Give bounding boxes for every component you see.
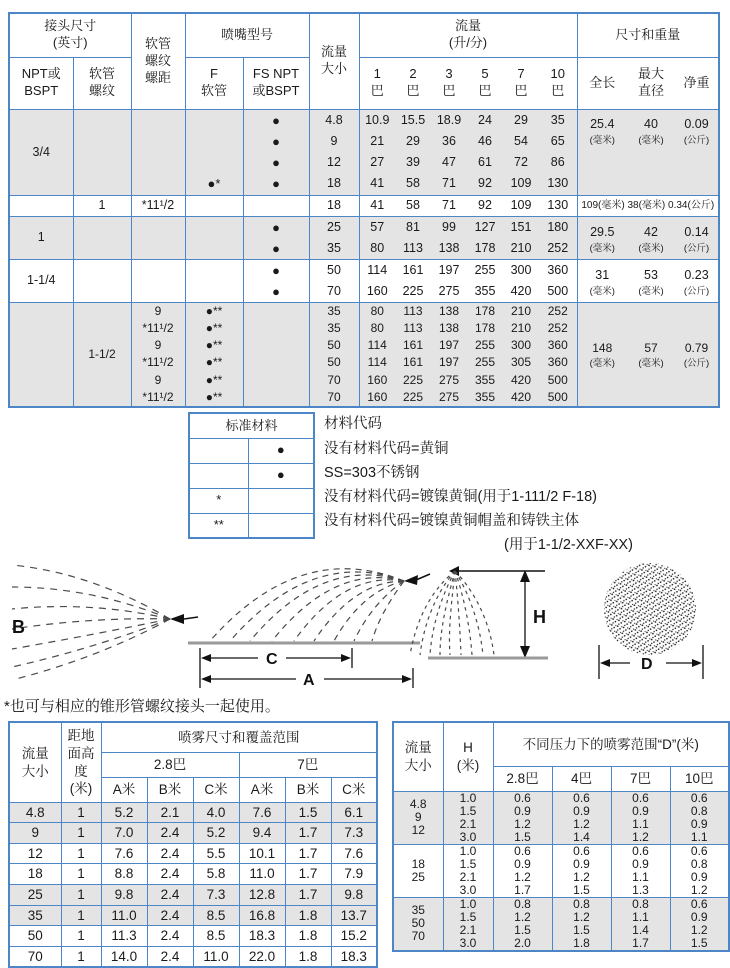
data-cell: 255 355	[467, 259, 503, 302]
header-cell: 7巴	[611, 766, 670, 791]
data-cell: 57 (毫米)	[627, 302, 675, 407]
data-cell: 148 (毫米)	[577, 302, 627, 407]
data-cell: 2.4	[147, 823, 193, 844]
header-cell: A米	[239, 777, 285, 802]
data-cell: 113 113 161 161 225 225	[395, 302, 431, 407]
header-standard-material: 标准材料	[189, 413, 314, 438]
data-cell: 53 (毫米)	[627, 259, 675, 302]
data-cell: ●*	[185, 109, 243, 195]
data-cell: 1.7	[285, 885, 331, 906]
data-cell: 50	[9, 926, 61, 947]
data-cell: 92	[467, 195, 503, 216]
data-cell: 14.0	[101, 946, 147, 967]
spray-coverage-table	[8, 721, 378, 968]
legend-line: SS=303不锈钢	[324, 465, 420, 482]
data-cell: 1	[61, 864, 101, 885]
data-cell: 24 46 61 92	[467, 109, 503, 195]
header-cell: 10 巴	[539, 57, 577, 109]
data-cell: 109(毫米) 38(毫米) 0.34(公斤)	[577, 195, 719, 216]
data-cell: 10.1	[239, 843, 285, 864]
data-cell: 80 80 114 114 160 160	[359, 302, 395, 407]
data-cell: 35 35 50 50 70 70	[309, 302, 359, 407]
header-height-above-ground: 距地 面高 度 (米)	[61, 722, 101, 802]
data-cell: 178 178 255 255 355 355	[467, 302, 503, 407]
data-cell: 300 420	[503, 259, 539, 302]
data-cell: 12.8	[239, 885, 285, 906]
label-c: C	[266, 651, 278, 669]
data-cell: 1-1/4	[9, 259, 73, 302]
data-cell: 7.6	[101, 843, 147, 864]
data-cell	[248, 488, 314, 513]
data-cell: *11¹/2	[131, 195, 185, 216]
data-cell: 0.8 1.2 1.5 2.0	[493, 897, 552, 951]
data-cell	[131, 109, 185, 195]
data-cell: 29 54 72 109	[503, 109, 539, 195]
header-hose-thread: 软管 螺纹	[73, 57, 131, 109]
data-cell: 1	[61, 885, 101, 906]
data-cell: 2.4	[147, 885, 193, 906]
spray-circle-figure	[599, 563, 703, 679]
data-cell: 114 160	[359, 259, 395, 302]
data-cell: 29.5 (毫米)	[577, 216, 627, 259]
data-cell: 0.09 (公斤)	[675, 109, 719, 195]
data-cell: 0.6 0.9 1.2 1.5	[670, 897, 729, 951]
data-cell: 1	[73, 195, 131, 216]
legend-line: 没有材料代码=黄铜	[324, 441, 449, 458]
data-cell: 4.0	[193, 802, 239, 823]
data-cell: 25.4 (毫米)	[577, 109, 627, 195]
data-cell	[73, 259, 131, 302]
data-cell: 5.2	[193, 823, 239, 844]
header-joint-size: 接头尺寸 (英寸)	[9, 13, 131, 57]
data-cell: 18 25	[393, 844, 443, 897]
arc-spray-figure	[188, 569, 430, 689]
data-cell: 127 178	[467, 216, 503, 259]
data-cell: 35 65 86 130	[539, 109, 577, 195]
data-cell: 16.8	[239, 905, 285, 926]
data-cell: 138 138 197 197 275 275	[431, 302, 467, 407]
data-cell: 15.5 29 39 58	[395, 109, 431, 195]
header-flow-size: 流量 大小	[309, 13, 359, 109]
data-cell: 4.8	[9, 802, 61, 823]
data-cell: 8.8	[101, 864, 147, 885]
data-cell: 2.4	[147, 926, 193, 947]
data-cell: 9 *11¹/2 9 *11¹/2 9 *11¹/2	[131, 302, 185, 407]
data-cell: 7.6	[239, 802, 285, 823]
data-cell: 99 138	[431, 216, 467, 259]
spec-sheet	[0, 12, 730, 968]
data-cell	[73, 109, 131, 195]
data-cell: 41	[359, 195, 395, 216]
data-cell	[131, 259, 185, 302]
double-asterisk: **	[189, 513, 248, 538]
data-cell: 9	[9, 823, 61, 844]
data-cell: 9.8	[331, 885, 377, 906]
data-cell	[185, 259, 243, 302]
data-cell: 18.3	[331, 946, 377, 967]
data-cell: 1	[61, 926, 101, 947]
data-cell: 1.8	[285, 905, 331, 926]
data-cell: 25 35	[309, 216, 359, 259]
header-cell: 2.8巴	[493, 766, 552, 791]
data-cell: 1	[61, 802, 101, 823]
data-cell: 1.7	[285, 823, 331, 844]
data-cell: 0.6 0.9 1.2 1.5	[552, 844, 611, 897]
data-cell: 7.9	[331, 864, 377, 885]
data-cell: 2.4	[147, 946, 193, 967]
materials-legend	[188, 412, 730, 557]
header-cell: 7 巴	[503, 57, 539, 109]
data-cell: 18.3	[239, 926, 285, 947]
single-asterisk: *	[189, 488, 248, 513]
header-hose-thread-pitch: 软管 螺纹 螺距	[131, 13, 185, 109]
header-cell: 4巴	[552, 766, 611, 791]
data-cell: 31 (毫米)	[577, 259, 627, 302]
header-flow-size: 流量 大小	[393, 722, 443, 791]
data-cell: 0.14 (公斤)	[675, 216, 719, 259]
data-cell: 7.3	[331, 823, 377, 844]
data-cell: 0.6 0.9 1.1 1.3	[611, 844, 670, 897]
data-cell: 180 252	[539, 216, 577, 259]
data-cell: 197 275	[431, 259, 467, 302]
data-cell: 4.8 9 12 18	[309, 109, 359, 195]
data-cell: 252 252 360 360 500 500	[539, 302, 577, 407]
header-cell: 5 巴	[467, 57, 503, 109]
data-cell: 1	[61, 905, 101, 926]
data-cell	[248, 513, 314, 538]
data-cell: 5.8	[193, 864, 239, 885]
data-cell: 57 80	[359, 216, 395, 259]
data-cell: 0.6 0.8 0.9 1.1	[670, 791, 729, 844]
nozzle-icon	[404, 575, 418, 585]
data-cell: 1	[61, 843, 101, 864]
data-cell: 161 225	[395, 259, 431, 302]
data-cell: 1.0 1.5 2.1 3.0	[443, 897, 493, 951]
data-cell: 6.1	[331, 802, 377, 823]
data-cell: 2.1	[147, 802, 193, 823]
header-full-length: 全长	[577, 57, 627, 109]
data-cell: 109	[503, 195, 539, 216]
header-cell: 1 巴	[359, 57, 395, 109]
legend-line: 没有材料代码=镀镍黄铜(用于1-111/2 F-18)	[324, 489, 597, 506]
data-cell: 13.7	[331, 905, 377, 926]
data-cell: 9.4	[239, 823, 285, 844]
header-max-diameter: 最大 直径	[627, 57, 675, 109]
data-cell	[131, 216, 185, 259]
material-codes-text	[324, 412, 633, 557]
header-flow-size: 流量 大小	[9, 722, 61, 802]
header-f-hose: F 软管	[185, 57, 243, 109]
label-a: A	[303, 672, 315, 690]
data-cell: 0.8 1.1 1.4 1.7	[611, 897, 670, 951]
header-cell: 3 巴	[431, 57, 467, 109]
header-nozzle-model: 喷嘴型号	[185, 13, 309, 57]
data-cell: 11.0	[193, 946, 239, 967]
data-cell: 0.6 0.9 1.2 1.4	[552, 791, 611, 844]
header-cell: 10巴	[670, 766, 729, 791]
data-cell: 0.23 (公斤)	[675, 259, 719, 302]
header-cell: 2 巴	[395, 57, 431, 109]
data-cell: 1-1/2	[73, 302, 131, 407]
header-cell: C米	[193, 777, 239, 802]
data-cell: 10.9 21 27 41	[359, 109, 395, 195]
header-spray-range-d: 不同压力下的喷雾范围“D”(米)	[493, 722, 729, 766]
data-cell: 1.7	[285, 864, 331, 885]
data-cell: 3/4	[9, 109, 73, 195]
data-cell: 18.9 36 47 71	[431, 109, 467, 195]
stipple-circle	[604, 563, 696, 655]
data-cell: 7.3	[193, 885, 239, 906]
data-cell: 81 113	[395, 216, 431, 259]
spray-pattern-diagrams	[0, 555, 730, 693]
header-h-meters: H (米)	[443, 722, 493, 791]
header-cell: B米	[147, 777, 193, 802]
data-cell: ● ●	[243, 216, 309, 259]
data-cell: 0.6 0.9 1.2 1.7	[493, 844, 552, 897]
fountain-spray-figure	[410, 566, 548, 658]
data-cell: 0.6 0.9 1.2 1.5	[493, 791, 552, 844]
data-cell: 151 210	[503, 216, 539, 259]
data-cell: 58	[395, 195, 431, 216]
data-cell: ● ● ● ●	[243, 109, 309, 195]
data-cell: 50 70	[309, 259, 359, 302]
label-b: B	[12, 617, 25, 638]
data-cell	[185, 195, 243, 216]
data-cell: 0.6 0.9 1.1 1.2	[611, 791, 670, 844]
data-cell: 1.0 1.5 2.1 3.0	[443, 791, 493, 844]
header-cell: A米	[101, 777, 147, 802]
data-cell: 18	[9, 864, 61, 885]
data-cell: 8.5	[193, 926, 239, 947]
data-cell: 35 50 70	[393, 897, 443, 951]
data-cell: 18	[309, 195, 359, 216]
data-cell: 1.7	[285, 843, 331, 864]
data-cell: 1.0 1.5 2.1 3.0	[443, 844, 493, 897]
data-cell: 15.2	[331, 926, 377, 947]
data-cell: 0.8 1.2 1.5 1.8	[552, 897, 611, 951]
data-cell: 360 500	[539, 259, 577, 302]
data-cell: 35	[9, 905, 61, 926]
header-cell: C米	[331, 777, 377, 802]
data-cell: 11.0	[239, 864, 285, 885]
data-cell: 12	[9, 843, 61, 864]
data-cell: 1	[61, 946, 101, 967]
data-cell: 5.2	[101, 802, 147, 823]
header-npt-bspt: NPT或 BSPT	[9, 57, 73, 109]
legend-line: (用于1-1/2-XXF-XX)	[504, 537, 633, 554]
data-cell: 130	[539, 195, 577, 216]
data-cell: 40 (毫米)	[627, 109, 675, 195]
data-cell	[243, 195, 309, 216]
data-cell: ● ●	[243, 259, 309, 302]
brass-dot: ●	[248, 438, 314, 463]
data-cell: 71	[431, 195, 467, 216]
data-cell: 2.4	[147, 843, 193, 864]
data-cell: 2.4	[147, 905, 193, 926]
header-2-8-bar: 2.8巴	[101, 752, 239, 777]
footnote: *也可与相应的锥形管螺纹接头一起使用。	[4, 698, 280, 716]
label-h: H	[533, 607, 546, 628]
header-spray-size-coverage: 喷雾尺寸和覆盖范围	[101, 722, 377, 752]
spray-range-table	[392, 721, 730, 952]
data-cell	[189, 463, 248, 488]
materials-legend-table	[188, 412, 315, 539]
data-cell: 7.6	[331, 843, 377, 864]
legend-line: 没有材料代码=镀镍黄铜帽盖和铸铁主体	[324, 513, 579, 530]
nozzle-icon	[170, 614, 184, 624]
data-cell: 5.5	[193, 843, 239, 864]
data-cell	[9, 302, 73, 407]
data-cell: 25	[9, 885, 61, 906]
header-fs-npt: FS NPT 或BSPT	[243, 57, 309, 109]
data-cell: 22.0	[239, 946, 285, 967]
data-cell: 210 210 300 305 420 420	[503, 302, 539, 407]
ss-dot: ●	[248, 463, 314, 488]
data-cell: 42 (毫米)	[627, 216, 675, 259]
header-size-weight: 尺寸和重量	[577, 13, 719, 57]
side-spray-figure	[12, 565, 198, 679]
lower-tables	[8, 721, 730, 968]
data-cell: 11.3	[101, 926, 147, 947]
data-cell	[243, 302, 309, 407]
data-cell	[185, 216, 243, 259]
data-cell: 1.8	[285, 946, 331, 967]
data-cell: 2.4	[147, 864, 193, 885]
data-cell: 7.0	[101, 823, 147, 844]
nozzle-icon	[449, 566, 459, 576]
data-cell: 4.8 9 12	[393, 791, 443, 844]
data-cell: 0.6 0.8 0.9 1.2	[670, 844, 729, 897]
data-cell: 70	[9, 946, 61, 967]
header-7-bar: 7巴	[239, 752, 377, 777]
data-cell: 1	[61, 823, 101, 844]
data-cell	[73, 216, 131, 259]
header-cell: B米	[285, 777, 331, 802]
data-cell: 8.5	[193, 905, 239, 926]
data-cell: 0.79 (公斤)	[675, 302, 719, 407]
data-cell	[189, 438, 248, 463]
header-flow-lpm: 流量 (升/分)	[359, 13, 577, 57]
data-cell: 1	[9, 216, 73, 259]
data-cell: 11.0	[101, 905, 147, 926]
data-cell: 9.8	[101, 885, 147, 906]
material-code-title: 材料代码	[324, 416, 382, 433]
connection-spec-table	[8, 12, 720, 408]
data-cell: 1.8	[285, 926, 331, 947]
label-d: D	[641, 656, 653, 674]
data-cell: 1.5	[285, 802, 331, 823]
data-cell	[9, 195, 73, 216]
data-cell: ●** ●** ●** ●** ●** ●**	[185, 302, 243, 407]
header-net-weight: 净重	[675, 57, 719, 109]
